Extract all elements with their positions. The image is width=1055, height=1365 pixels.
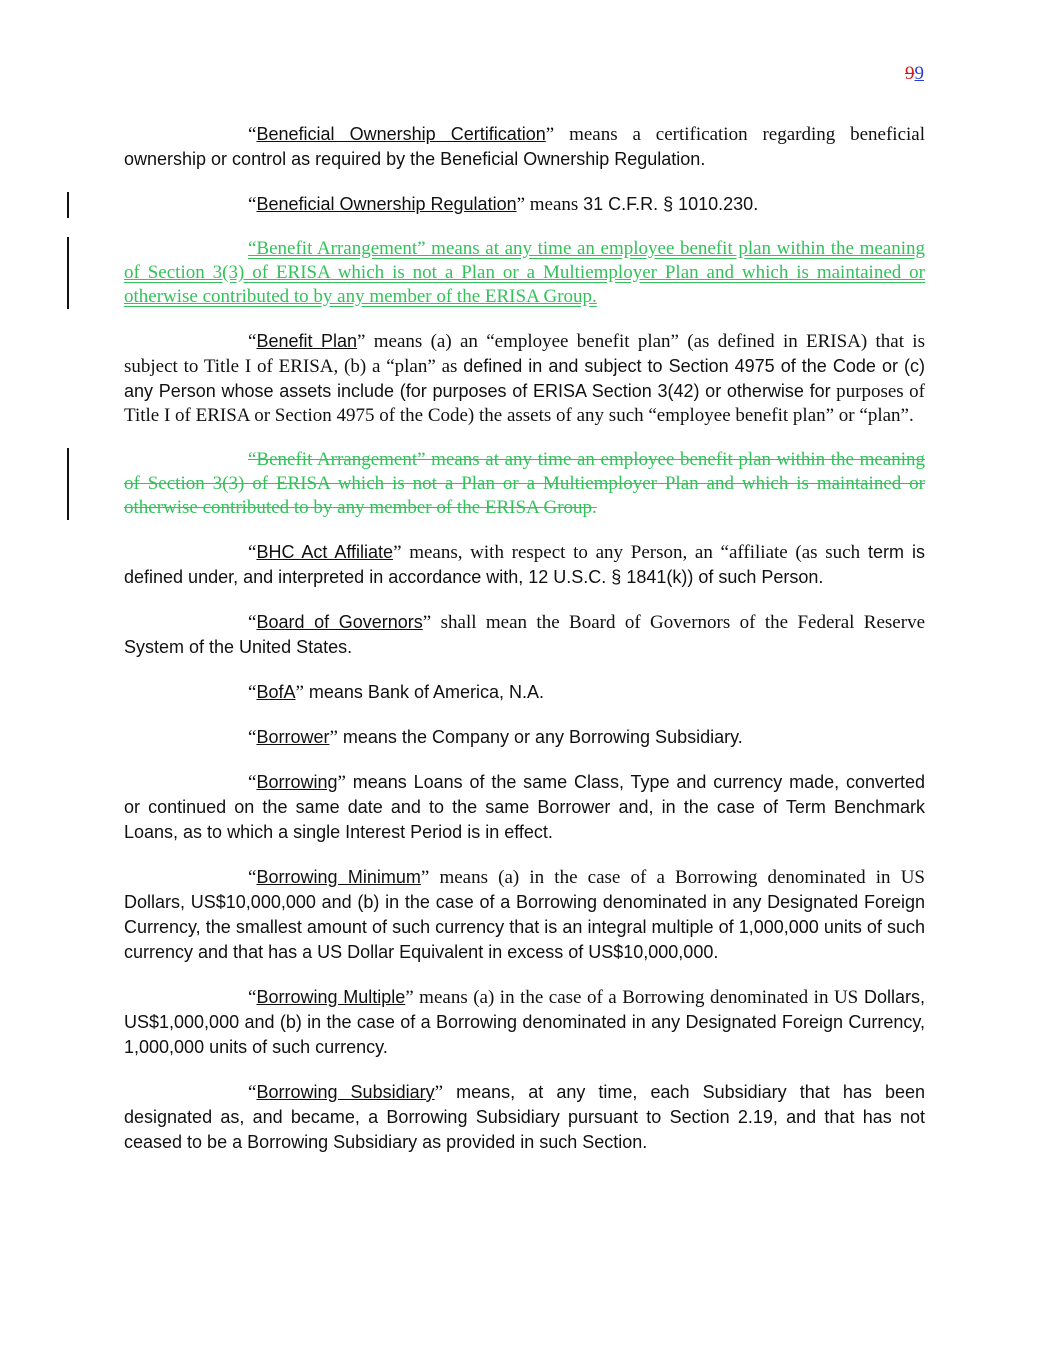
close-quote: ” [357,331,366,352]
definition-text: means [525,194,584,215]
definition-text: means (a) in the case of a Borrowing denominated in US [413,987,859,1008]
definition-text: shall mean the Board of Governors of the Federal Reserve [431,612,925,633]
change-bar [67,448,69,520]
definition-text-sans: defined in and subject to Section 4975 of the Code or (c) any Person whose assets include (for purposes of ERISA Section 3(42) or otherwise for [124,356,925,401]
definition-borrowing-subsidiary [124,1080,925,1155]
close-quote: ” [329,727,338,748]
close-quote: ” [516,194,526,215]
defined-term: Beneficial Ownership Certification [256,124,546,144]
definition-text-sans: Dollars, US$1,000,000 and (b) in the case of a Borrowing denominated in any Designated Foreign Currency, 1,000,000 units of such currency. [124,987,926,1057]
defined-term: Benefit Plan [256,331,358,351]
definition-borrowing-minimum [124,865,925,965]
definition-text-sans: means Loans of the same Class, Type and currency made, converted or continued on the same date and to the same Borrower and, in the case of Term Benchmark Loans, as to which a single Interest Period is in effect. [124,772,925,842]
definition-borrowing-multiple [124,985,925,1060]
close-quote: ” [434,1082,444,1103]
defined-term: Borrowing Multiple [256,987,406,1007]
open-quote: “ [248,542,257,563]
deleted-definition-benefit-arrangement [124,448,925,520]
definition-borrowing [124,770,925,845]
definition-text-sans: means the Company or any Borrowing Subsidiary. [337,727,743,747]
definition-text-sans: System of the United States. [124,637,353,657]
open-quote: “ [248,727,257,748]
close-quote: ” [420,867,430,888]
open-quote: “ [248,331,257,352]
definition-bofa [124,680,925,705]
definition-text: means, with respect to any Person, an “affiliate (as such [401,542,861,563]
document-body [124,122,925,1175]
defined-term: Borrowing [256,772,338,792]
definition-benefit-plan [124,329,925,428]
close-quote: ” [337,772,346,793]
definition-text-sans: term is defined under, and interpreted in accordance with, 12 U.S.C. § 1841(k)) of such Person. [124,542,925,587]
change-bar [67,192,69,218]
open-quote: “ [248,612,257,633]
defined-term: BofA [256,682,296,702]
definition-text: means a certification regarding beneficial [554,124,926,145]
defined-term: Borrowing Subsidiary [256,1082,435,1102]
close-quote: ” [393,542,402,563]
definition-text-sans: 31 C.F.R. § 1010.230. [583,194,759,214]
definition-text-sans: Dollars, US$10,000,000 and (b) in the case of a Borrowing denominated in any Designated Foreign Currency, the smallest amount of such currency that is an integral multiple of 1,000,000 units of such currency and that has a US Dollar Equivalent in excess of US$10,000,000. [124,892,925,962]
definition-beneficial-ownership-regulation [124,192,925,217]
inserted-text: “Benefit Arrangement” means at any time an employee benefit plan within the meaning of Section 3(3) of ERISA which is not a Plan or a Multiemployer Plan and which is maintained or otherwise contributed to by any member of the ERISA Group. [124,238,925,307]
open-quote: “ [248,987,257,1008]
open-quote: “ [248,124,257,145]
definition-text: means (a) an “employee benefit plan” (as defined in ERISA) that is subject to Title I of ERISA, (b) a “plan” as [124,331,925,377]
close-quote: ” [545,124,555,145]
close-quote: ” [422,612,432,633]
open-quote: “ [248,194,257,215]
definition-borrower [124,725,925,750]
page-number-deleted: 9 [905,63,915,84]
open-quote: “ [248,772,257,793]
definition-bhc-act-affiliate [124,540,925,590]
definition-text-sans: means Bank of America, N.A. [303,682,545,702]
close-quote: ” [405,987,414,1008]
definition-text-sans: ownership or control as required by the Beneficial Ownership Regulation. [124,149,706,169]
definition-text: means (a) in the case of a Borrowing denominated in US [429,867,925,888]
open-quote: “ [248,1082,257,1103]
defined-term: Borrower [256,727,330,747]
definition-text-sans: means, at any time, each Subsidiary that has been designated as, and became, a Borrowing Subsidiary pursuant to Section 2.19, and that has not ceased to be a Borrowing Subsidiary as provided in such Section. [124,1082,926,1152]
inserted-definition-benefit-arrangement [124,237,925,309]
defined-term: Borrowing Minimum [256,867,421,887]
definition-board-of-governors [124,610,925,660]
close-quote: ” [295,682,304,703]
defined-term: Board of Governors [256,612,423,632]
open-quote: “ [248,682,257,703]
open-quote: “ [248,867,257,888]
deleted-text: “Benefit Arrangement” means at any time an employee benefit plan within the meaning of Section 3(3) of ERISA which is not a Plan or a Multiemployer Plan and which is maintained or otherwise contributed to by any member of the ERISA Group. [124,449,925,518]
defined-term: BHC Act Affiliate [256,542,394,562]
change-bar [67,237,69,309]
defined-term: Beneficial Ownership Regulation [256,194,517,214]
definition-beneficial-ownership-certification [124,122,925,172]
page-number [905,63,935,85]
page-number-inserted: 9 [914,63,924,84]
definition-text-2: purposes of Title I of ERISA or Section 4975 of the Code) the assets of any such “employee benefit plan” or “plan”. [124,381,925,426]
